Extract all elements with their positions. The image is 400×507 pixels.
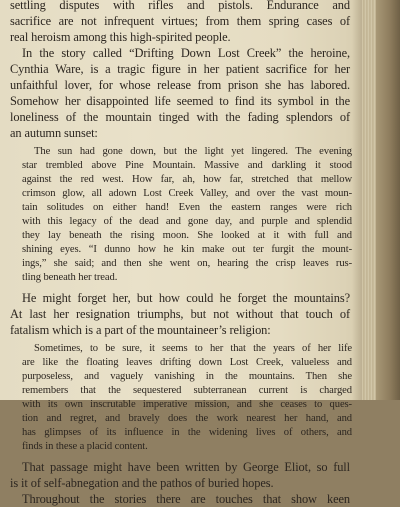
paragraph-4-line: That passage might have been written by George Eliot, so full — [22, 460, 350, 474]
quote-2-line: finds in these a placid content. — [22, 441, 148, 452]
quote-2-line: has glimpses of its influence in the widening lives of others, and — [22, 427, 352, 438]
quote-2-line: with its own inscrutable imperative mission, and she ceases to ques- — [22, 399, 352, 410]
quote-2-line: remembers that the sequestered subterranean current is charged — [22, 385, 352, 396]
paragraph-3-line: He might forget her, but how could he forget the mountains? — [22, 291, 350, 305]
quote-2-line: purposeless, and vaguely vanishing in the mountains. Then she — [22, 371, 352, 382]
paragraph-2-line: unfaithful lover, for whose release from prison she has labored. — [10, 78, 350, 92]
book-cover-edge — [376, 0, 400, 400]
paragraph-2-line: Somehow her disappointed life seemed to find its symbol in the — [10, 94, 350, 108]
page-stack-edge — [362, 0, 376, 400]
paragraph-4-line: is it of self-abnegation and the pathos of buried hopes. — [10, 476, 274, 490]
paragraph-2-line: Cynthia Ware, is a tragic figure in her patient sacrifice for her — [10, 62, 350, 76]
paragraph-2-line: an autumn sunset: — [10, 126, 98, 140]
paragraph-2-line: In the story called “Drifting Down Lost Creek” the heroine, — [22, 46, 350, 60]
paragraph-4-line: Throughout the stories there are touches that show keen — [22, 492, 350, 506]
quote-1-line: The sun had gone down, but the light yet lingered. The evening — [34, 146, 352, 157]
paragraph-2-line: loneliness of the mountain tinged with the fading splendors of — [10, 110, 350, 124]
quote-1-line: star trembled above Pine Mountain. Massive and darkling it stood — [22, 160, 352, 171]
paragraph-1-line: settling disputes with rifles and pistols. Endurance and — [10, 0, 350, 12]
quote-1-line: with this legacy of the dead and gone day, and purple and splendid — [22, 216, 352, 227]
quote-2-line: tion and regret, and bravely does the work nearest her hand, and — [22, 413, 352, 424]
quote-2-line: Sometimes, to be sure, it seems to her that the years of her life — [34, 343, 352, 354]
paragraph-3-line: fatalism which is a part of the mountaineer’s religion: — [10, 323, 271, 337]
quote-1-line: tain solitudes on either hand! Even the eastern ranges were rich — [22, 202, 352, 213]
quote-1-line: tling beneath her tread. — [22, 272, 118, 283]
quote-1-line: shining eyes. “I dunno how he kin make out ter furgit the mount- — [22, 244, 352, 255]
quote-2-line: are like the floating leaves drifting down Lost Creek, valueless and — [22, 357, 352, 368]
paragraph-1-line: real heroism among this high-spirited people. — [10, 30, 231, 44]
paragraph-1-line: sacrifice are not infrequent virtues; from them spring cases of — [10, 14, 350, 28]
quote-1-line: against the red west. How far, ah, how far, stretched that mellow — [22, 174, 352, 185]
quote-1-line: ings,” she said; and then she went on, hearing the crisp leaves rus- — [22, 258, 352, 269]
paragraph-3-line: At last her resignation triumphs, but not without that touch of — [10, 307, 350, 321]
quote-1-line: they lay beneath the rising moon. She looked at it with full and — [22, 230, 352, 241]
quote-1-line: crimson glow, all adown Lost Creek Valley, and over the vast moun- — [22, 188, 352, 199]
